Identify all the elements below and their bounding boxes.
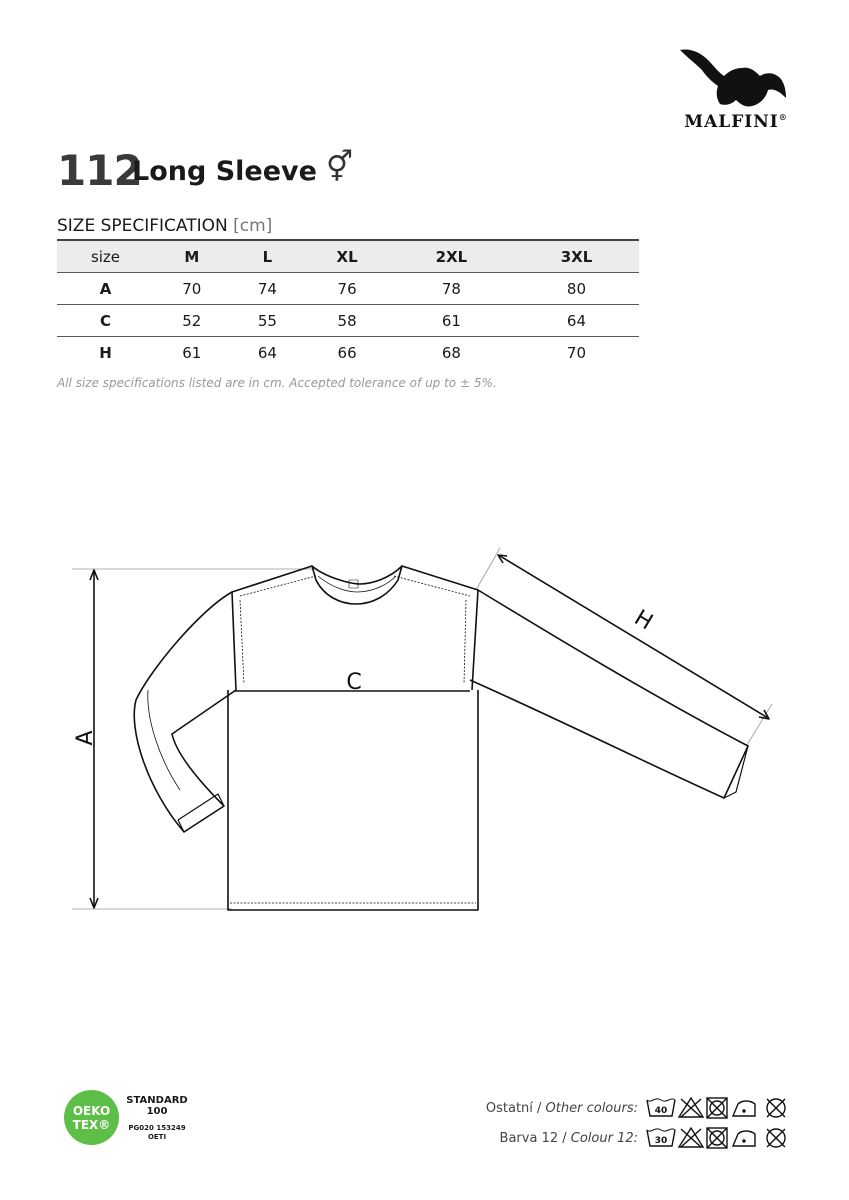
table-header-cell: L — [262, 247, 273, 266]
measurement-h-label: H — [629, 605, 657, 636]
table-header-cell: 2XL — [435, 247, 468, 266]
table-cell: 64 — [257, 343, 277, 362]
garment-measurement-diagram — [0, 530, 849, 930]
measurement-a-label: A — [73, 730, 98, 746]
iron-low-icon — [733, 1101, 755, 1116]
table-cell: 80 — [566, 279, 587, 298]
no-dry-clean-icon — [767, 1099, 785, 1117]
table-row — [57, 337, 639, 369]
product-code: 112 — [57, 146, 142, 195]
table-cell: 78 — [441, 279, 461, 298]
wash-tub-icon — [647, 1129, 675, 1146]
table-cell: 61 — [182, 343, 202, 362]
table-cell: 52 — [182, 311, 202, 330]
care-label-other-colours: Ostatní / Other colours: — [485, 1101, 638, 1116]
table-row-label: C — [99, 311, 111, 330]
no-tumble-dry-icon — [707, 1098, 727, 1118]
svg-text:40: 40 — [654, 1106, 668, 1116]
iron-low-icon — [733, 1131, 755, 1146]
brand-name: MALFINI® — [684, 112, 788, 132]
table-row — [57, 273, 639, 305]
table-cell: 61 — [441, 311, 461, 330]
measurement-c-label: C — [346, 670, 362, 695]
table-header-cell: 3XL — [560, 247, 593, 266]
table-header-cell: size — [90, 247, 121, 266]
shirt-left-sleeve — [134, 592, 236, 832]
oeko-cert-number: PG020 153249 OETI — [128, 1124, 186, 1141]
product-name: Long Sleeve — [132, 156, 317, 187]
table-cell: 58 — [337, 311, 357, 330]
spec-unit: [cm] — [233, 216, 273, 236]
table-cell: 68 — [441, 343, 461, 362]
malfini-logo-bird-icon — [676, 42, 788, 112]
svg-text:30: 30 — [654, 1136, 668, 1146]
shirt-body — [228, 690, 478, 910]
care-symbols-colour-12 — [646, 1126, 802, 1150]
wash-tub-icon — [647, 1099, 675, 1116]
table-row — [57, 305, 639, 337]
no-tumble-dry-icon — [707, 1128, 727, 1148]
spec-title-text: SIZE SPECIFICATION — [57, 216, 228, 236]
unisex-gender-icon: ⚥ — [326, 150, 354, 185]
table-row-label: A — [99, 279, 112, 298]
table-cell: 76 — [337, 279, 357, 298]
table-header-cell: XL — [336, 247, 358, 266]
no-bleach-icon — [679, 1098, 703, 1117]
table-header-cell: M — [184, 247, 200, 266]
table-cell: 55 — [257, 311, 277, 330]
table-header-row — [57, 240, 639, 273]
no-bleach-icon — [679, 1128, 703, 1147]
measurement-h-arrow — [498, 555, 769, 719]
table-cell: 66 — [337, 343, 357, 362]
care-label-colour-12: Barva 12 / Colour 12: — [499, 1131, 638, 1146]
shirt-collar — [312, 566, 402, 604]
tolerance-note: All size specifications listed are in cm. Accepted tolerance of up to ± 5%. — [57, 376, 497, 390]
table-row-label: H — [99, 343, 112, 362]
table-cell: 74 — [257, 279, 277, 298]
table-cell: 70 — [566, 343, 587, 362]
table-cell: 70 — [182, 279, 202, 298]
table-cell: 64 — [566, 311, 587, 330]
spec-title — [57, 216, 272, 236]
care-symbols-other-colours — [646, 1096, 802, 1120]
no-dry-clean-icon — [767, 1129, 785, 1147]
size-table — [57, 239, 639, 368]
oeko-standard-text: STANDARD 100 — [126, 1095, 188, 1117]
measurement-guides — [72, 548, 772, 909]
oeko-tex-badge: OEKO TEX® — [64, 1090, 119, 1145]
